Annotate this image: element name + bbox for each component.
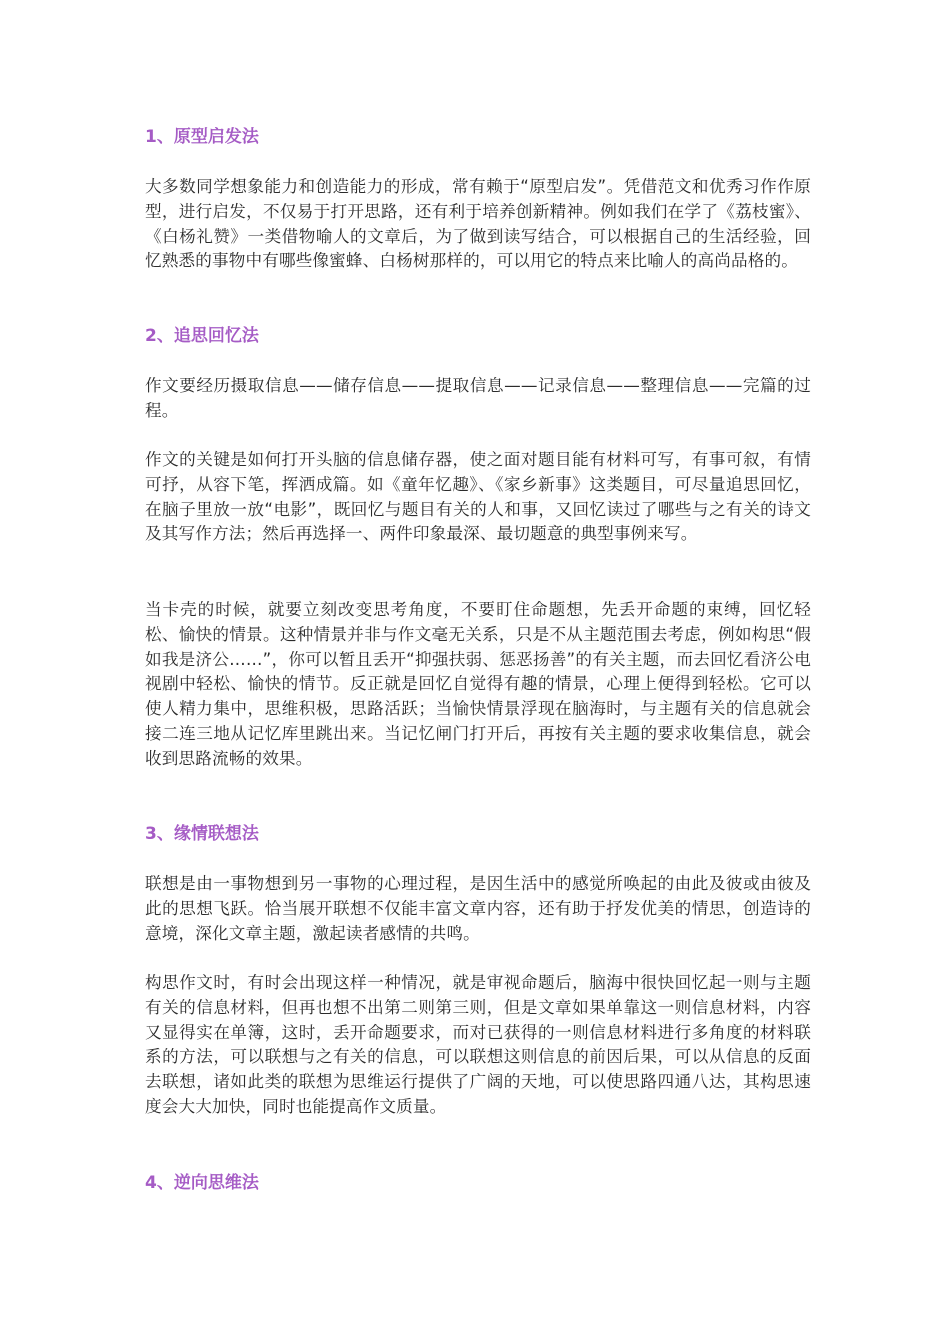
section-heading-4: 4、逆向思维法 bbox=[145, 1173, 259, 1193]
section-2-paragraph-3: 当卡壳的时候，就要立刻改变思考角度，不要盯住命题想，先丢开命题的束缚，回忆轻松、愉快的情景。这种情景并非与作文毫无关系，只是不从主题范围去考虑，例如构思“假如我是济公……”，你可以暂且丢开“抑强扶弱、惩恶扬善”的有关主题，而去回忆看济公电视剧中轻松、愉快的情节。反正就是回忆自觉得有趣的情景，心理上便得到轻松。它可以使人精力集中，思维积极，思路活跃；当愉快情景浮现在脑海时，与主题有关的信息就会接二连三地从记忆库里跳出来。当记忆闸门打开后，再按有关主题的要求收集信息，就会收到思路流畅的效果。 bbox=[145, 600, 811, 768]
section-2-paragraph-2: 作文的关键是如何打开头脑的信息储存器，使之面对题目能有材料可写，有事可叙，有情可抒，从容下笔，挥洒成篇。如《童年忆趣》、《家乡新事》这类题目，可尽量追思回忆，在脑子里放一放“电影”，既回忆与题目有关的人和事，又回忆读过了哪些与之有关的诗文及其写作方法；然后再选择一、两件印象最深、最切题意的典型事例来写。 bbox=[145, 450, 811, 544]
section-3-paragraph-2: 构思作文时，有时会出现这样一种情况，就是审视命题后，脑海中很快回忆起一则与主题有关的信息材料，但再也想不出第二则第三则，但是文章如果单靠这一则信息材料，内容又显得实在单簿，这时，丢开命题要求，而对已获得的一则信息材料进行多角度的材料联系的方法，可以联想与之有关的信息，可以联想这则信息的前因后果，可以从信息的反面去联想，诸如此类的联想为思维运行提供了广阔的天地，可以使思路四通八达，其构思速度会大大加快，同时也能提高作文质量。 bbox=[145, 973, 811, 1116]
section-3-paragraph-1: 联想是由一事物想到另一事物的心理过程，是因生活中的感觉所唤起的由此及彼或由彼及此的思想飞跃。恰当展开联想不仅能丰富文章内容，还有助于抒发优美的情思，创造诗的意境，深化文章主题，激起读者感情的共鸣。 bbox=[145, 874, 811, 943]
section-1-paragraph-1: 大多数同学想象能力和创造能力的形成，常有赖于“原型启发”。凭借范文和优秀习作作原型，进行启发，不仅易于打开思路，还有利于培养创新精神。例如我们在学了《荔枝蜜》、《白杨礼赞》一类借物喻人的文章后，为了做到读写结合，可以根据自己的生活经验，回忆熟悉的事物中有哪些像蜜蜂、白杨树那样的，可以用它的特点来比喻人的高尚品格的。 bbox=[145, 177, 811, 271]
section-heading-2: 2、追思回忆法 bbox=[145, 326, 259, 346]
section-heading-1: 1、原型启发法 bbox=[145, 127, 259, 147]
section-heading-3: 3、缘情联想法 bbox=[145, 824, 259, 844]
section-2-paragraph-1: 作文要经历摄取信息——储存信息——提取信息——记录信息——整理信息——完篇的过程。 bbox=[145, 376, 811, 420]
